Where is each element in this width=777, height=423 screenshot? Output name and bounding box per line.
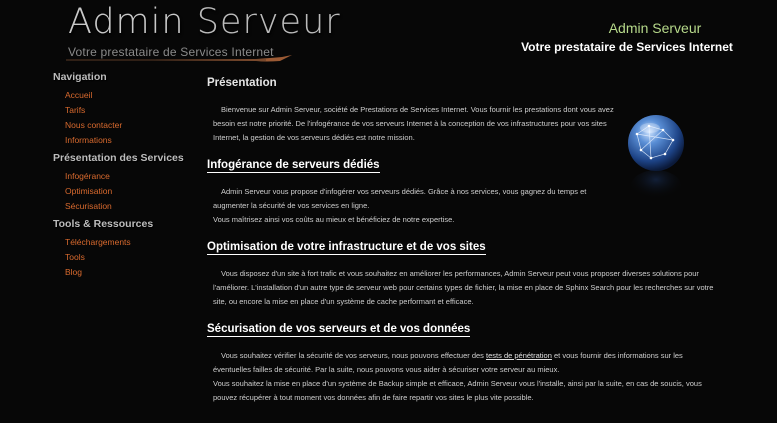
securisation-text-2: Vous souhaitez la mise en place d'un système de Backup simple et efficace, Admin Serveur vous l'installe, ainsi par la suite, en cas de soucis, vous pouvez récupérer à tout moment vos données afin de faire repartir vos sites le plus vite possible. — [213, 379, 702, 402]
securisation-text-end: et vous fournir des informations sur les éventuelles failles de sécurité. Par la suite, nous pouvons vous aider à sécuriser votre serveur au mieux. — [213, 351, 683, 374]
logo-title — [68, 2, 341, 42]
header-site-name: Admin Serveur — [608, 20, 702, 36]
sidebar-link-optimisation[interactable]: Optimisation — [65, 186, 113, 196]
securisation-heading-text: Sécurisation de vos serveurs et de vos données — [207, 323, 471, 335]
logo-tagline: Votre prestataire de Services Internet — [68, 45, 274, 59]
infogerance-heading-text: Infogérance de serveurs dédiés — [207, 159, 380, 171]
securisation-text-start: Vous souhaitez vérifier la sécurité de vos serveurs, nous pouvons effectuer des — [221, 351, 487, 360]
sidebar-link-securisation[interactable]: Sécurisation — [65, 201, 112, 211]
infogerance-text-2: Vous maîtrisez ainsi vos coûts au mieux et bénéficiez de notre expertise. — [213, 215, 455, 224]
sidebar-link-infogerance[interactable]: Infogérance — [65, 171, 110, 181]
sidebar-services-list — [53, 169, 203, 214]
header-tagline: Votre prestataire de Services Internet — [521, 40, 733, 54]
sidebar-link-accueil[interactable]: Accueil — [65, 90, 93, 100]
securisation-text — [207, 349, 719, 377]
optimisation-heading-text: Optimisation de votre infrastructure et de vos sites — [207, 241, 486, 253]
sidebar-tools-list — [53, 235, 203, 280]
sidebar-link-blog[interactable]: Blog — [65, 267, 83, 277]
securisation-heading — [207, 318, 727, 340]
swoosh-arrow-icon — [66, 54, 306, 64]
presentation-text: Bienvenue sur Admin Serveur, société de Prestations de Services Internet. Vous fournir les prestations dont vous avez besoin est notre priorité. De l'infogérance de vos serveurs Internet à la conception de vos infrastructures pour vos sites Internet, la gestion de vos serveurs dédiés est notre mission. — [213, 105, 614, 142]
logo-word-serveur: Serveur — [196, 2, 341, 42]
sidebar-section-tools: Tools & Ressources — [53, 218, 154, 230]
pentest-link[interactable]: tests de pénétration — [486, 351, 552, 360]
sidebar — [53, 71, 203, 284]
sidebar-link-telechargements[interactable]: Téléchargements — [65, 237, 131, 247]
sidebar-link-tarifs[interactable]: Tarifs — [65, 105, 86, 115]
optimisation-heading — [207, 236, 727, 258]
site-logo[interactable] — [66, 2, 341, 62]
logo-word-admin: Admin — [68, 2, 185, 42]
sidebar-link-contact[interactable]: Nous contacter — [65, 120, 123, 130]
sidebar-section-services: Présentation des Services — [53, 152, 184, 164]
network-globe-icon — [627, 112, 685, 208]
optimisation-text: Vous disposez d'un site à fort trafic et vous souhaitez en améliorer les performances, Admin Serveur peut vous proposer diverses solutions pour l'améliorer. L'installation d'un autre type de serveur web pour certains types de fichier, la mise en place de Sphinx Search pour les recherches sur votre site, ou encore la mise en place d'un système de cache performant et efficace. — [213, 269, 714, 306]
sidebar-nav-list — [53, 88, 203, 148]
sidebar-link-informations[interactable]: Informations — [65, 135, 112, 145]
presentation-heading: Présentation — [207, 77, 277, 89]
sidebar-section-navigation: Navigation — [53, 71, 107, 83]
infogerance-text: Admin Serveur vous propose d'infogérer vos serveurs dédiés. Grâce à nos services, vous gagnez du temps et augmenter la sécurité de vos services en ligne. — [213, 187, 587, 210]
sidebar-link-tools[interactable]: Tools — [65, 252, 85, 262]
